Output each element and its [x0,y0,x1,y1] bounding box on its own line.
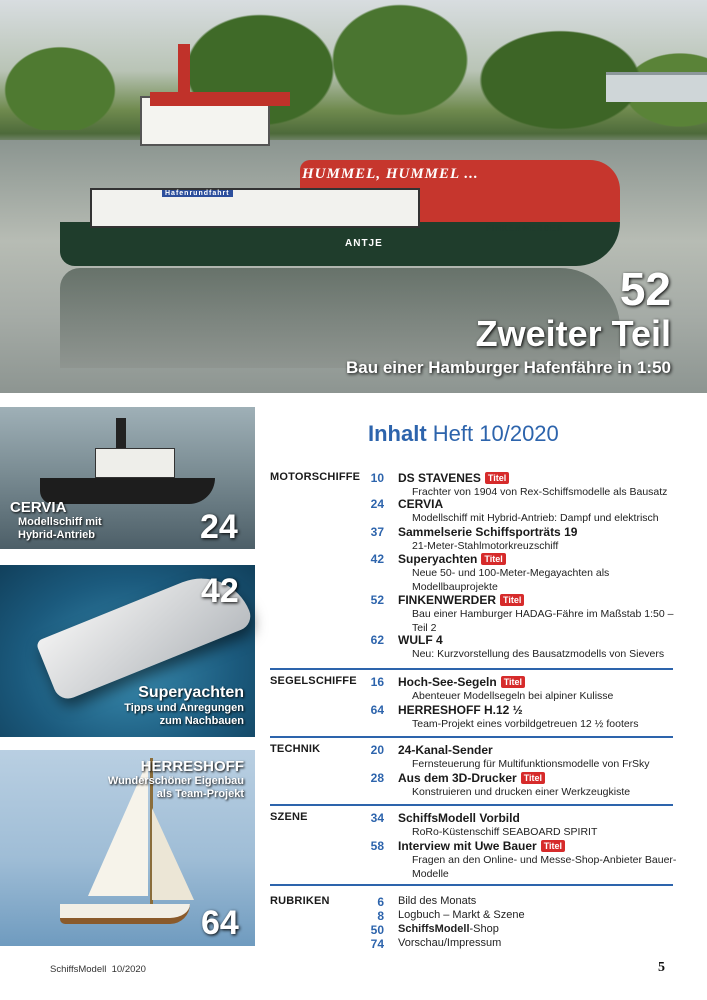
toc-entry-description: Neu: Kurzvorstellung des Bausatzmodells von Sievers [412,648,665,660]
toc-entry-description: Abenteuer Modellsegeln bei alpiner Kulisse [412,690,614,702]
toc-page-number[interactable]: 16 [370,675,384,689]
contents-heading-bold: Inhalt [368,421,427,446]
toc-entry-title[interactable] [398,811,520,825]
toc-entry-title-text: Superyachten [398,552,478,566]
ferry-cabin-roof [150,92,290,106]
rubrik-title[interactable] [398,909,525,921]
toc-entry-title-text: Interview mit Uwe Bauer [398,839,537,853]
titel-badge: Titel [481,553,505,565]
tug-funnel [116,418,126,450]
footer-magazine [50,964,146,975]
feature-herreshoff-subtitle-line2: als Team-Projekt [156,788,244,800]
ship-sign: Hafenrundfahrt [162,190,233,197]
toc-entry-title-text: HERRESHOFF H.12 ½ [398,703,523,717]
toc-entry-title-text: Aus dem 3D-Drucker [398,771,517,785]
footer-page-number: 5 [658,960,665,975]
toc-page-number[interactable]: 52 [370,593,384,607]
hero-page-number: 52 [619,263,671,315]
ship-name-hummel: HUMMEL, HUMMEL ... [302,166,479,182]
titel-badge: Titel [485,472,509,484]
toc-page-number[interactable]: 10 [370,471,384,485]
sailboat-hull [60,904,190,924]
feature-superyachten-subtitle-line1: Tipps und Anregungen [124,702,244,714]
toc-page-number[interactable]: 28 [370,771,384,785]
toc-entry-title[interactable] [398,839,565,853]
toc-entry-description: RoRo-Küstenschiff SEABOARD SPIRIT [412,826,598,838]
toc-entry-title[interactable] [398,471,509,485]
section-label: TECHNIK [270,743,321,755]
toc-page-number[interactable]: 20 [370,743,384,757]
toc-page-number[interactable]: 42 [370,552,384,566]
section-divider [270,884,673,886]
toc-page-number[interactable]: 64 [370,703,384,717]
toc-page-number[interactable]: 24 [370,497,384,511]
toc-entry-title[interactable] [398,552,506,566]
toc-entry-title[interactable] [398,703,523,717]
titel-badge: Titel [500,594,524,606]
rubrik-title-text: Logbuch – Markt & Szene [398,909,525,921]
titel-badge: Titel [521,772,545,784]
rubrik-page-number[interactable]: 6 [377,895,384,909]
titel-badge: Titel [501,676,525,688]
rubrik-title-bold: SchiffsModell [398,923,470,935]
toc-entry-title-text: 24-Kanal-Sender [398,743,493,757]
toc-entry-title[interactable] [398,743,493,757]
hero-title: Zweiter Teil [475,313,671,354]
toc-entry-title-text: SchiffsModell Vorbild [398,811,520,825]
feature-herreshoff-title: HERRESHOFF [140,758,244,775]
toc-page-number[interactable]: 34 [370,811,384,825]
rubrik-title-text: -Shop [469,923,499,935]
toc-entry-title[interactable] [398,771,545,785]
tug-cabin [95,448,175,478]
rubrik-page-number[interactable]: 74 [370,937,384,951]
feature-herreshoff-page: 64 [201,904,239,942]
toc-page-number[interactable]: 37 [370,525,384,539]
feature-superyachten-subtitle [80,702,244,728]
toc-entry-title-text: FINKENWERDER [398,593,496,607]
toc-entry-title[interactable] [398,675,525,689]
rubrik-title-text: Vorschau/Impressum [398,937,502,949]
feature-cervia-subtitle [18,516,148,542]
toc-entry-description: Neue 50- und 100-Meter-Megayachten als Modellbauprojekte [412,567,610,593]
toc-entry-title[interactable] [398,633,443,647]
feature-cervia-page: 24 [200,508,238,546]
sailboat-jib [152,808,194,900]
toc-entry-description: Team-Projekt eines vorbildgetreuen 12 ½ footers [412,718,639,730]
section-label-rubriken: RUBRIKEN [270,895,330,907]
rubrik-page-number[interactable]: 50 [370,923,384,937]
toc-entry-title-text: Sammelserie Schiffsporträts 19 [398,525,578,539]
footer-issue: 10/2020 [111,964,146,975]
hero-subtitle: Bau einer Hamburger Hafenfähre in 1:50 [346,358,671,377]
ship-name-finkenwerder: FINKENWERDER [486,224,564,233]
toc-entry-description: Fernsteuerung für Multifunktionsmodelle von FrSky [412,758,650,770]
toc-entry-title-text: CERVIA [398,497,444,511]
ferry-mast [178,44,190,100]
section-divider [270,736,673,738]
toc-entry-description: Bau einer Hamburger HADAG-Fähre im Maßstab 1:50 – Teil 2 [412,608,674,634]
toc-entry-description: Konstruieren und drucken einer Werkzeugkiste [412,786,631,798]
rubrik-title[interactable] [398,937,501,949]
section-label: SEGELSCHIFFE [270,675,357,687]
table-of-contents [270,0,677,1000]
section-label: MOTORSCHIFFE [270,471,361,483]
contents-heading [368,421,559,447]
toc-entry-description: 21-Meter-Stahlmotorkreuzschiff [412,540,559,552]
section-label: SZENE [270,811,308,823]
rubrik-title[interactable] [398,895,476,907]
feature-superyachten-page: 42 [201,572,239,610]
rubrik-title-text: Bild des Monats [398,895,477,907]
rubrik-page-number[interactable]: 8 [377,909,384,923]
feature-cervia-title: CERVIA [10,499,67,516]
feature-superyachten-title: Superyachten [138,684,244,701]
titel-badge: Titel [541,840,565,852]
rubrik-title[interactable] [398,923,499,935]
toc-entry-description: Fragen an den Online- und Messe-Shop-Anbieter Bauer-Modelle [412,854,677,880]
toc-entry-description: Modellschiff mit Hybrid-Antrieb: Dampf und elektrisch [412,512,659,524]
feature-cervia-subtitle-line2: Hybrid-Antrieb [18,529,95,541]
toc-page-number[interactable]: 62 [370,633,384,647]
toc-entry-title-text: WULF 4 [398,633,443,647]
ship-name-antje: ANTJE [345,238,383,249]
section-divider [270,804,673,806]
toc-entry-title[interactable] [398,593,524,607]
section-divider [270,668,673,670]
contents-heading-issue: Heft 10/2020 [426,421,559,446]
toc-page-number[interactable]: 58 [370,839,384,853]
feature-herreshoff-subtitle-line1: Wunderschöner Eigenbau [107,775,244,787]
feature-superyachten-subtitle-line2: zum Nachbauen [159,715,244,727]
toc-entry-title[interactable] [398,525,577,539]
toc-entry-description: Frachter von 1904 von Rex-Schiffsmodelle als Bausatz [412,486,668,498]
feature-herreshoff-subtitle [80,775,244,801]
footer-magazine-name: SchiffsModell [50,964,107,975]
toc-entry-title-text: Hoch-See-Segeln [398,675,497,689]
feature-cervia-subtitle-line1: Modellschiff mit [18,516,102,528]
toc-entry-title-text: DS STAVENES [398,471,481,485]
toc-entry-title[interactable] [398,497,443,511]
